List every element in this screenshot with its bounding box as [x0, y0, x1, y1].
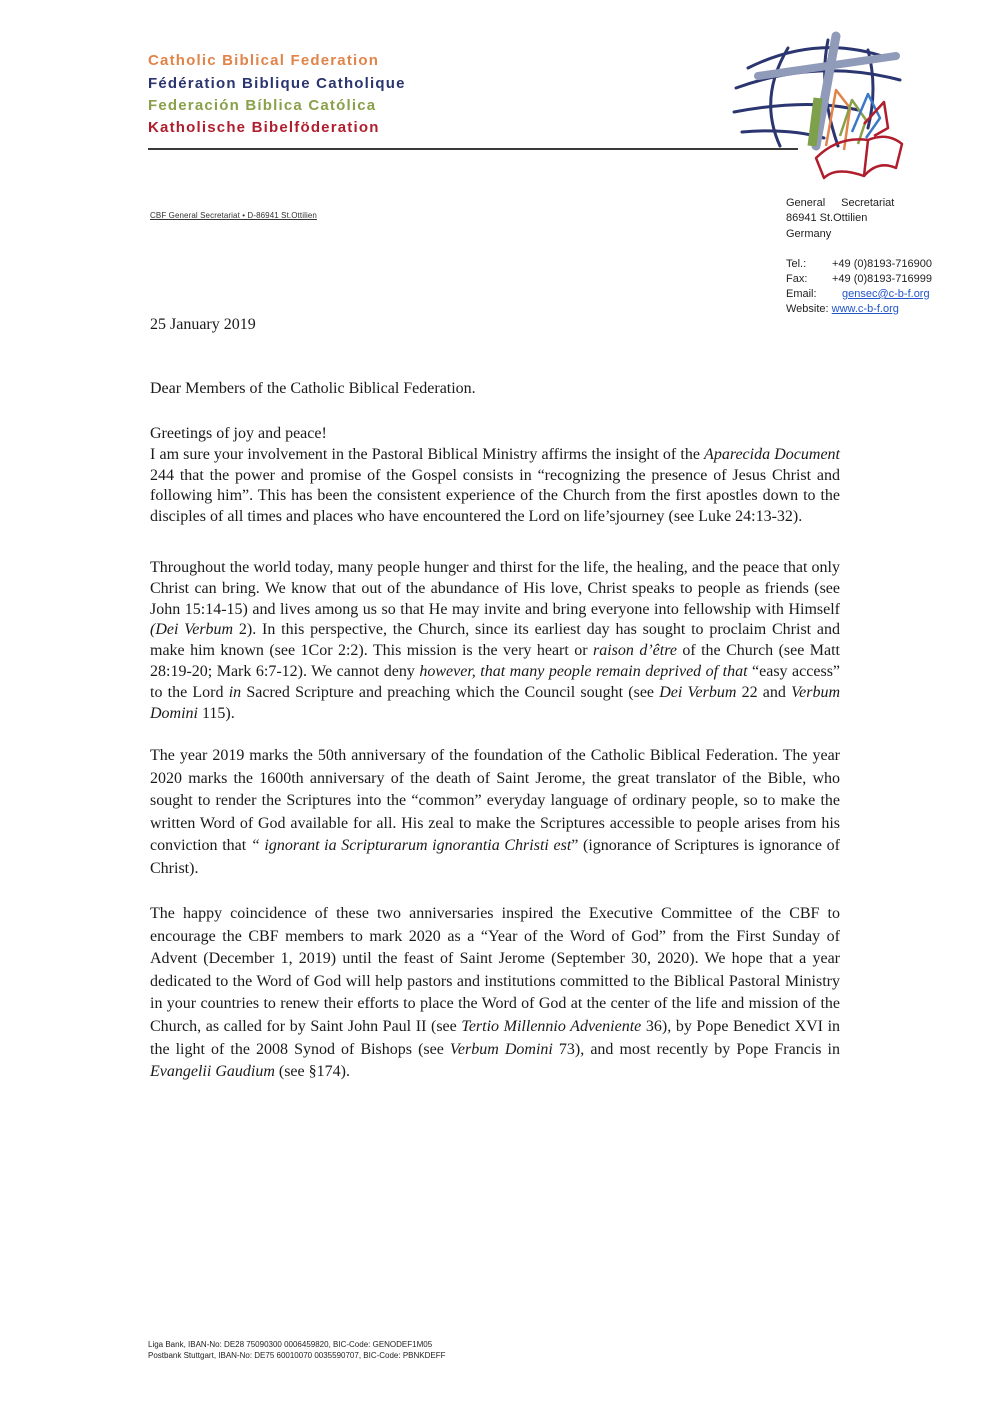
text-run: 73), and most recently by Pope Francis in	[552, 1040, 840, 1058]
italic-run: raison d’être	[593, 642, 677, 660]
italic-run: in	[228, 683, 242, 701]
italic-run: Dei Verbum	[659, 683, 737, 701]
text-run: 2). In this perspective, the Church, since its earliest day has sought to proclaim Christ and make him known (see 1Cor 2:2). This mission is the very heart or	[150, 621, 841, 660]
fax-line	[786, 272, 932, 287]
paragraph-2	[150, 558, 840, 724]
secretariat-title	[786, 196, 894, 211]
text-run: of the Church (see Matt 28:19-20; Mark 6:7-12). We cannot deny	[150, 642, 840, 680]
italic-run: Evangelii Gaudium	[150, 1063, 275, 1081]
letterhead-english: Catholic Biblical Federation	[148, 52, 380, 69]
website-line	[786, 302, 899, 317]
paragraph-1-text	[150, 445, 840, 528]
letter-date: 25 January 2019	[150, 316, 256, 333]
text-run: ” (ignorance of Scriptures is ignorance of Christ).	[150, 837, 840, 877]
greeting-line: Greetings of joy and peace!	[150, 425, 327, 442]
footer-bank-2: Postbank Stuttgart, IBAN-No: DE75 60010070 0035590707, BIC-Code: PBNKDEFF	[148, 1351, 446, 1360]
letterhead-rule	[148, 148, 798, 150]
text-run: 22 and	[736, 683, 792, 701]
tel-line	[786, 257, 932, 272]
footer-bank-1: Liga Bank, IBAN-No: DE28 75090300 0006459820, BIC-Code: GENODEF1M05	[148, 1340, 433, 1349]
italic-run: Verbum Domini	[150, 683, 840, 722]
email-link[interactable]: gensec@c-b-f.org	[842, 288, 930, 300]
italic-run: “ ignorant ia Scripturarum ignorantia Christi est	[250, 837, 572, 854]
text-run: Throughout the world today, many people hunger and thirst for the life, the healing, and the peace that only Christ can bring. We know that out of the abundance of His love, Christ speaks to people as friends (see John 15:14-15) and lives among us so that He may invite and bring everyone into fellowship with Himself	[150, 559, 840, 618]
paragraph-1	[150, 424, 840, 528]
email-label: Email:	[786, 288, 817, 300]
return-address: CBF General Secretariat • D-86941 St.Ottilien	[150, 211, 317, 220]
italic-run: Tertio Millennio Adveniente	[461, 1017, 642, 1035]
paragraph-4	[150, 903, 840, 1084]
italic-run: Aparecida Document	[704, 445, 840, 463]
letterhead-spanish: Federación Bíblica Católica	[148, 97, 377, 114]
text-run: “easy access” to the Lord	[150, 662, 841, 701]
text-run: (see §174).	[274, 1063, 350, 1081]
tel-label: Tel.:	[786, 258, 807, 270]
secretariat-title-word1: General	[786, 197, 826, 209]
paragraph-2-text	[150, 558, 840, 724]
text-run: 36), by Pope Benedict XVI in the light of the 2008 Synod of Bishops (see	[150, 1017, 841, 1058]
email-line	[786, 287, 930, 302]
letterhead-german: Katholische Bibelföderation	[148, 119, 380, 136]
text-run: The happy coincidence of these two anniversaries inspired the Executive Committee of the CBF to encourage the CBF members to mark 2020 as a “Year of the Word of God” from the First Sunday of Advent (December 1, 2019) until the feast of Saint Jerome (September 30, 2020). We hope that a year dedicated to the Word of God will help pastors and institutions committed to the Biblical Pastoral Ministry in your countries to renew their efforts to place the Word of God at the center of the life and mission of the Church, as called for by Saint John Paul II (see	[150, 905, 840, 1035]
letterhead-french: Fédération Biblique Catholique	[148, 75, 406, 92]
cbf-logo-icon	[728, 28, 908, 188]
text-run: 244 that the power and promise of the Gospel consists in “recognizing the presence of Jesus Christ and following him”. This has been the consistent experience of the Church from the first apostles down to the disciples of all times and places who have encountered the Lord on life’sjourney (see Luke 24:13-32).	[150, 466, 840, 526]
fax-label: Fax:	[786, 273, 808, 285]
secretariat-country: Germany	[786, 228, 832, 240]
secretariat-title-word2: Secretariat	[841, 197, 895, 209]
website-label: Website:	[786, 303, 829, 315]
text-run: The year 2019 marks the 50th anniversary of the foundation of the Catholic Biblical Federation. The year 2020 marks the 1600th anniversary of the death of Saint Jerome, the great translator of the Bible, who sought to render the Scriptures into the “common” everyday language of ordinary people, so to make the written Word of God available for all. His zeal to make the Scriptures accessible to people arises from his conviction that	[150, 747, 840, 854]
paragraph-4-text	[150, 903, 840, 1084]
paragraph-3	[150, 745, 840, 880]
italic-run: however, that many people remain deprived of that	[419, 662, 748, 680]
italic-run: Verbum Domini	[449, 1040, 553, 1058]
salutation: Dear Members of the Catholic Biblical Federation.	[150, 380, 476, 397]
fax-value: +49 (0)8193-716999	[832, 273, 932, 285]
tel-value: +49 (0)8193-716900	[832, 258, 932, 270]
text-run: I am sure your involvement in the Pastoral Biblical Ministry affirms the insight of the	[150, 445, 705, 463]
text-run: 115).	[198, 704, 235, 722]
secretariat-city: 86941 St.Ottilien	[786, 212, 868, 224]
text-run: Sacred Scripture and preaching which the Council sought (see	[241, 683, 660, 701]
italic-run: (Dei Verbum	[150, 621, 234, 639]
paragraph-3-text	[150, 745, 840, 880]
website-link[interactable]: www.c-b-f.org	[831, 303, 899, 315]
